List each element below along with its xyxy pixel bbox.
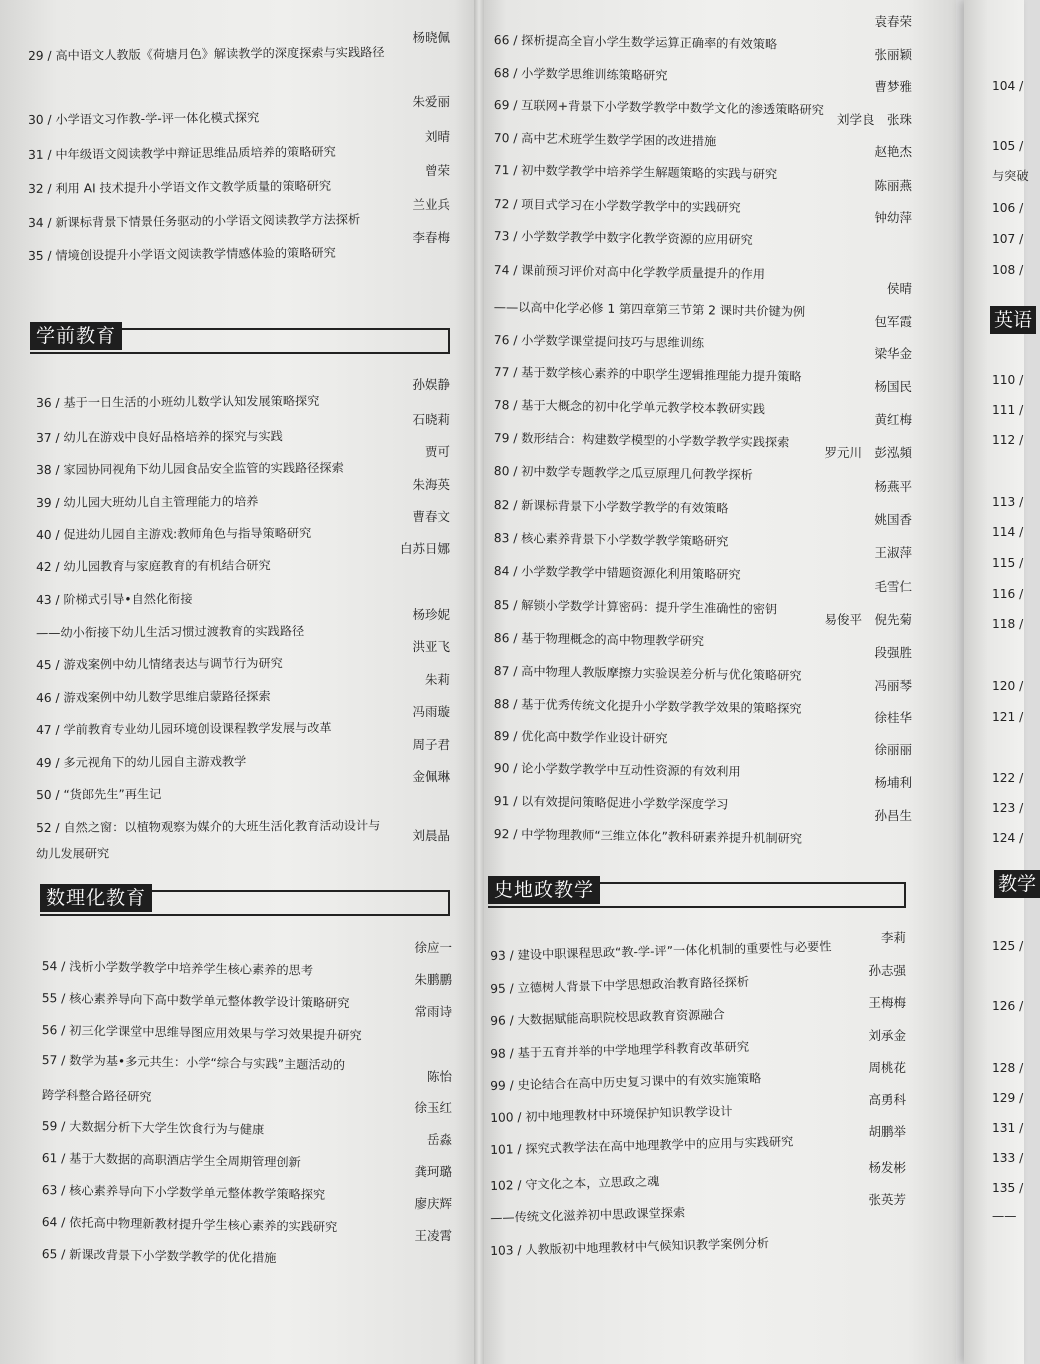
entry-title: 幼儿园大班幼儿自主管理能力的培养 (63, 494, 259, 510)
entry-author: 贾可 (424, 444, 450, 459)
right-entry-number: 与突破 (992, 169, 1029, 183)
entry-title: 大数据分析下大学生饮食行为与健康 (69, 1119, 265, 1137)
entry-title: 新课改背景下小学数学教学的优化措施 (69, 1247, 277, 1266)
entry-author: 陈丽燕 (874, 178, 912, 193)
entry-author: 石晓莉 (412, 412, 450, 427)
chinese-entry: 34 / 新课标背景下情景任务驱动的小学语文阅读教学方法探析 (28, 212, 361, 230)
entry-author: 龚珂璐 (414, 1164, 452, 1179)
entry-author: 包军霞 (874, 314, 912, 329)
entry-author: 刘承金 (868, 1028, 906, 1043)
entry-title: 利用 AI 技术提升小学语文作文教学质量的策略研究 (55, 178, 332, 196)
entry-author: 杨燕平 (874, 479, 912, 494)
section-title: 史地政教学 (488, 876, 600, 904)
history-entry: 98 / 基于五育并举的中学地理学科教育改革研究 (490, 1039, 750, 1061)
entry-number: 89 (493, 728, 510, 744)
right-entry-number: 112 / (992, 433, 1024, 447)
section-title: 学前教育 (30, 322, 122, 350)
entry-author: 常雨诗 (414, 1004, 452, 1019)
preschool-entry (36, 623, 304, 641)
right-entry-number: 110 / (992, 373, 1024, 387)
entry-title: 人教版初中地理教材中气候知识教学案例分析 (525, 1236, 770, 1258)
entry-number: 36 (36, 395, 52, 410)
entry-title: 史论结合在高中历史复习课中的有效实施策略 (517, 1071, 762, 1093)
entry-author: 姚国香 (874, 512, 912, 527)
chinese-entry: 29 / 高中语文人教版《荷塘月色》解读教学的深度探索与实践路径 (28, 45, 385, 63)
entry-number: 82 (493, 497, 510, 513)
entry-author: 易俊平 倪先菊 (824, 612, 912, 627)
entry-number: 39 (36, 495, 52, 510)
preschool-entry: 52 / 自然之窗：以植物观察为媒介的大班生活化教育活动设计与 (36, 818, 381, 835)
entry-number: 31 (28, 147, 44, 162)
math-entry: 70 / 高中艺术班学生数学学困的改进措施 (493, 130, 717, 149)
math-entry: 78 / 基于大概念的初中化学单元教学校本教研实践 (493, 397, 766, 417)
math-entry: 91 / 以有效提问策略促进小学数学深度学习 (493, 793, 729, 812)
entry-number: 54 (41, 958, 58, 974)
entry-title: 高中语文人教版《荷塘月色》解读教学的深度探索与实践路径 (55, 45, 385, 63)
entry-author: 孙昌生 (874, 808, 912, 823)
math-entry: 89 / 优化高中数学作业设计研究 (493, 728, 668, 746)
entry-title: 小学数学教学中数字化教学资源的应用研究 (521, 229, 753, 248)
entry-number: 71 (493, 162, 510, 178)
entry-author: 徐桂华 (874, 710, 912, 725)
entry-title: 初三化学课堂中思维导图应用效果与学习效果提升研究 (69, 1023, 362, 1043)
right-entry-number: 108 / (992, 263, 1024, 277)
entry-title: 守文化之本，立思政之魂 (525, 1174, 660, 1193)
entry-title: 以有效提问策略促进小学数学深度学习 (521, 794, 729, 812)
math-entry (494, 299, 806, 320)
entry-author: 王凌霄 (414, 1228, 452, 1243)
entry-author: 兰业兵 (412, 197, 450, 212)
entry-number: 87 (493, 663, 510, 679)
history-entry: 101 / 探究式教学法在高中地理教学中的应用与实践研究 (490, 1134, 794, 1157)
chinese-entry: 32 / 利用 AI 技术提升小学语文作文教学质量的策略研究 (28, 178, 332, 196)
entry-title: 数学为基•多元共生：小学“综合与实践”主题活动的 (69, 1053, 346, 1073)
math-entry: 92 / 中学物理教师“三维立体化”教科研素养提升机制研究 (493, 826, 803, 846)
entry-author: 杨埔利 (874, 775, 912, 790)
entry-number: 85 (493, 597, 510, 613)
preschool-entry: 37 / 幼儿在游戏中良好品格培养的探究与实践 (36, 429, 283, 445)
history-entry: 99 / 史论结合在高中历史复习课中的有效实施策略 (490, 1071, 762, 1093)
entry-number: 79 (493, 430, 510, 446)
math-entry: 66 / 探析提高全盲小学生数学运算正确率的有效策略 (493, 32, 778, 52)
entry-author: 袁春荣 (874, 14, 912, 29)
entry-author: 杨国民 (874, 379, 912, 394)
entry-title: 核心素养导向下小学数学单元整体教学策略探究 (69, 1183, 326, 1202)
entry-title: 游戏案例中幼儿数学思维启蒙路径探索 (63, 689, 271, 705)
chinese-entry: 30 / 小学语文习作教-学-评一体化模式探究 (28, 110, 260, 127)
right-entry-number: 123 / (992, 801, 1024, 815)
entry-author: 刘学良 张珠 (836, 112, 912, 127)
entry-number: 43 (36, 592, 52, 607)
preschool-entry: 36 / 基于一日生活的小班幼儿数学认知发展策略探究 (36, 394, 320, 410)
section-history (488, 876, 906, 906)
entry-title: 建设中职课程思政“教-学-评”一体化机制的重要性与必要性 (517, 939, 832, 963)
entry-number: 57 (41, 1052, 58, 1068)
history-entry: 103 / 人教版初中地理教材中气候知识教学案例分析 (490, 1236, 770, 1258)
entry-title: 高中物理人教版摩擦力实验误差分析与优化策略研究 (521, 664, 802, 683)
right-entry-number: 114 / (992, 525, 1024, 539)
entry-title: 跨学科整合路径研究 (41, 1087, 152, 1104)
entry-title: 浅析小学数学教学中培养学生核心素养的思考 (69, 959, 314, 978)
entry-title: 课前预习评价对高中化学教学质量提升的作用 (521, 263, 766, 282)
entry-number: 80 (493, 463, 510, 479)
entry-title: 初中数学专题教学之瓜豆原理几何教学探析 (521, 464, 753, 483)
entry-number: 56 (41, 1022, 58, 1038)
stem-entry: 57 / 数学为基•多元共生：小学“综合与实践”主题活动的 (41, 1052, 346, 1073)
math-entry: 88 / 基于优秀传统文化提升小学数学教学效果的策略探究 (493, 696, 802, 716)
section-title: 数理化教育 (40, 884, 152, 912)
entry-number: 93 (490, 948, 506, 963)
right-entry-number: 116 / (992, 587, 1024, 601)
entry-title: 基于一日生活的小班幼儿数学认知发展策略探究 (63, 394, 320, 410)
entry-number: 77 (493, 364, 510, 380)
preschool-entry: 40 / 促进幼儿园自主游戏:教师角色与指导策略研究 (36, 526, 312, 542)
entry-title: 幼儿在游戏中良好品格培养的探究与实践 (63, 429, 283, 445)
entry-author: 李莉 (880, 930, 906, 945)
entry-number: 38 (36, 462, 52, 477)
entry-author: 陈怡 (426, 1069, 452, 1084)
right-entry-number: 107 / (992, 232, 1024, 246)
entry-author: 刘晴 (424, 129, 450, 144)
entry-title: 基于优秀传统文化提升小学数学教学效果的策略探究 (521, 697, 802, 716)
stem-entry: 54 / 浅析小学数学教学中培养学生核心素养的思考 (41, 958, 314, 978)
entry-author: 朱鹏鹏 (414, 972, 452, 987)
entry-title: 优化高中数学作业设计研究 (521, 729, 668, 746)
entry-title: 情境创设提升小学语文阅读教学情感体验的策略研究 (55, 245, 336, 263)
entry-title: 基于数学核心素养的中职学生逻辑推理能力提升策略 (521, 365, 802, 384)
entry-title: 新课标背景下小学数学教学的有效策略 (521, 498, 729, 516)
entry-author: 白苏日娜 (399, 541, 450, 556)
stem-entry: 55 / 核心素养导向下高中数学单元整体教学设计策略研究 (41, 990, 350, 1011)
right-entry-number: 124 / (992, 831, 1024, 845)
stem-entry: 65 / 新课改背景下小学数学教学的优化措施 (41, 1246, 277, 1266)
right-entry-number: 105 / (992, 139, 1024, 153)
entry-title: 小学数学课堂提问技巧与思维训练 (521, 333, 705, 351)
entry-number: 101 (490, 1142, 514, 1157)
entry-number: 103 (490, 1243, 514, 1258)
entry-number: 88 (493, 696, 510, 712)
right-entry-number: —— (992, 1209, 1017, 1223)
right-entry-number: 121 / (992, 710, 1024, 724)
entry-author: 廖庆辉 (414, 1196, 452, 1211)
stem-entry: 56 / 初三化学课堂中思维导图应用效果与学习效果提升研究 (41, 1022, 362, 1043)
entry-number: 40 (36, 527, 52, 542)
entry-title: 中年级语文阅读教学中辩证思维品质培养的策略研究 (55, 144, 336, 162)
entry-title: 多元视角下的幼儿园自主游戏教学 (63, 754, 247, 770)
entry-author: 孙志强 (868, 963, 906, 978)
entry-author: 杨发彬 (868, 1160, 906, 1175)
math-entry: 68 / 小学数学思维训练策略研究 (493, 65, 668, 83)
stem-entry: 61 / 基于大数据的高职酒店学生全周期管理创新 (41, 1150, 301, 1170)
preschool-entry: 46 / 游戏案例中幼儿数学思维启蒙路径探索 (36, 689, 271, 705)
entry-author: 朱莉 (424, 672, 450, 687)
right-entry-number: 120 / (992, 679, 1024, 693)
entry-title: 中学物理教师“三维立体化”教科研素养提升机制研究 (521, 827, 803, 846)
entry-title: 数形结合：构建数学模型的小学数学教学实践探索 (521, 431, 790, 450)
entry-number: 91 (493, 793, 510, 809)
entry-title: 幼儿发展研究 (36, 846, 110, 861)
preschool-entry: 50 / “货郎先生”再生记 (36, 787, 162, 802)
entry-number: 29 (28, 48, 44, 63)
entry-title: 游戏案例中幼儿情绪表达与调节行为研究 (63, 656, 283, 672)
entry-title: 小学数学教学中错题资源化利用策略研究 (521, 564, 741, 582)
stem-entry: 59 / 大数据分析下大学生饮食行为与健康 (41, 1118, 265, 1137)
section-edu: 教学 (994, 870, 1040, 898)
entry-number: 52 (36, 820, 52, 835)
entry-title: 阶梯式引导•自然化衔接 (63, 591, 193, 607)
math-entry: 80 / 初中数学专题教学之瓜豆原理几何教学探析 (493, 463, 753, 483)
entry-title: 探析提高全盲小学生数学运算正确率的有效策略 (521, 33, 778, 52)
entry-author: 梁华金 (874, 346, 912, 361)
entry-title: 小学数学思维训练策略研究 (521, 66, 668, 83)
right-entry-number: 104 / (992, 79, 1024, 93)
left-page (0, 0, 478, 1364)
entry-number: 102 (490, 1178, 514, 1193)
history-entry: 100 / 初中地理教材中环境保护知识教学设计 (490, 1104, 733, 1125)
entry-title: 解锁小学数学计算密码：提升学生准确性的密钥 (521, 598, 778, 617)
entry-author: 徐应一 (414, 940, 452, 955)
entry-author: 王淑萍 (874, 545, 912, 560)
entry-number: 64 (41, 1214, 58, 1230)
entry-author: 胡鹏举 (868, 1124, 906, 1139)
math-entry: 82 / 新课标背景下小学数学教学的有效策略 (493, 497, 729, 516)
preschool-entry: 38 / 家园协同视角下幼儿园食品安全监管的实践路径探索 (36, 460, 344, 477)
section-english: 英语 (990, 306, 1036, 334)
entry-author: 岳淼 (426, 1132, 452, 1147)
entry-title: 新课标背景下情景任务驱动的小学语文阅读教学方法探析 (55, 212, 361, 230)
entry-author: 罗元川 彭泓頻 (824, 445, 912, 460)
history-entry: 96 / 大数据赋能高职院校思政教育资源融合 (490, 1007, 725, 1028)
entry-author: 周子君 (412, 737, 450, 752)
entry-number: 70 (493, 130, 510, 146)
entry-number: 34 (28, 215, 44, 230)
right-entry-number: 133 / (992, 1151, 1024, 1165)
right-entry-number: 129 / (992, 1091, 1024, 1105)
right-entry-number: 118 / (992, 617, 1024, 631)
entry-title: 基于五育并举的中学地理学科教育改革研究 (517, 1039, 750, 1061)
entry-number: 63 (41, 1182, 58, 1198)
math-entry: 74 / 课前预习评价对高中化学教学质量提升的作用 (493, 262, 766, 282)
entry-title: ——以高中化学必修 1 第四章第三节第 2 课时共价键为例 (493, 299, 806, 319)
entry-author: 徐玉红 (414, 1100, 452, 1115)
math-entry: 72 / 项目式学习在小学数学教学中的实践研究 (493, 196, 741, 215)
entry-title: 基于物理概念的高中物理教学研究 (521, 631, 705, 649)
stem-entry: 64 / 依托高中物理新教材提升学生核心素养的实践研究 (41, 1214, 338, 1235)
entry-title: 自然之窗：以植物观察为媒介的大班生活化教育活动设计与 (63, 818, 381, 835)
entry-number: 65 (41, 1246, 58, 1262)
entry-number: 55 (41, 990, 58, 1006)
math-entry: 77 / 基于数学核心素养的中职学生逻辑推理能力提升策略 (493, 364, 802, 384)
math-entry: 87 / 高中物理人教版摩擦力实验误差分析与优化策略研究 (493, 663, 802, 683)
preschool-entry: 47 / 学前教育专业幼儿园环境创设课程教学发展与改革 (36, 720, 332, 737)
entry-author: 钟幼萍 (874, 210, 912, 225)
entry-title: ——幼小衔接下幼儿生活习惯过渡教育的实践路径 (36, 624, 305, 640)
entry-number: 76 (493, 332, 510, 348)
entry-author: 杨珍妮 (412, 607, 450, 622)
entry-number: 46 (36, 690, 52, 705)
entry-title: 立德树人背景下中学思想政治教育路径探析 (517, 974, 750, 996)
entry-number: 45 (36, 657, 52, 672)
entry-title: 高中艺术班学生数学学困的改进措施 (521, 131, 717, 149)
entry-number: 47 (36, 722, 52, 737)
entry-number: 95 (490, 981, 506, 996)
entry-number: 72 (493, 196, 510, 212)
entry-author: 曹梦雅 (874, 79, 912, 94)
math-entry: 86 / 基于物理概念的高中物理教学研究 (493, 630, 705, 649)
preschool-entry: 42 / 幼儿园教育与家庭教育的有机结合研究 (36, 558, 271, 574)
entry-title: 核心素养导向下高中数学单元整体教学设计策略研究 (69, 991, 350, 1011)
entry-author: 朱爱丽 (412, 94, 450, 109)
entry-number: 83 (493, 530, 510, 546)
entry-author: 孙娱静 (412, 377, 450, 392)
entry-title: 项目式学习在小学数学教学中的实践研究 (521, 197, 741, 215)
history-entry: 95 / 立德树人背景下中学思想政治教育路径探析 (490, 974, 750, 996)
entry-author: 高勇科 (868, 1092, 906, 1107)
entry-title: 促进幼儿园自主游戏:教师角色与指导策略研究 (63, 526, 312, 542)
entry-title: 基于大数据的高职酒店学生全周期管理创新 (69, 1151, 301, 1170)
entry-title: 互联网+背景下小学数学教学中数学文化的渗透策略研究 (521, 98, 825, 118)
entry-title: 核心素养背景下小学数学教学策略研究 (521, 531, 729, 549)
math-entry: 71 / 初中数学教学中培养学生解题策略的实践与研究 (493, 162, 778, 182)
math-entry: 73 / 小学数学教学中数字化教学资源的应用研究 (493, 228, 753, 248)
entry-number: 86 (493, 630, 510, 646)
entry-author: 侯晴 (886, 281, 912, 296)
entry-author: 段强胜 (874, 645, 912, 660)
entry-number: 37 (36, 430, 52, 445)
history-entry (490, 1205, 685, 1226)
entry-author: 周桃花 (868, 1060, 906, 1075)
entry-title: 论小学数学教学中互动性资源的有效利用 (521, 761, 741, 779)
preschool-entry: 45 / 游戏案例中幼儿情绪表达与调节行为研究 (36, 656, 283, 672)
math-entry: 83 / 核心素养背景下小学数学教学策略研究 (493, 530, 729, 549)
right-entry-number: 113 / (992, 495, 1024, 509)
entry-number: 30 (28, 112, 44, 127)
entry-number: 69 (493, 97, 510, 113)
math-entry: 76 / 小学数学课堂提问技巧与思维训练 (493, 332, 705, 351)
section-stem (40, 884, 450, 914)
entry-author: 杨晓佩 (412, 30, 450, 45)
entry-title: 初中地理教材中环境保护知识教学设计 (525, 1104, 733, 1125)
entry-number: 74 (493, 262, 510, 278)
math-entry: 79 / 数形结合：构建数学模型的小学数学教学实践探索 (493, 430, 790, 450)
entry-author: 曾荣 (424, 163, 450, 178)
entry-title: 学前教育专业幼儿园环境创设课程教学发展与改革 (63, 720, 332, 737)
page-fold (474, 0, 484, 1364)
entry-author: 李春梅 (412, 230, 450, 245)
entry-title: 初中数学教学中培养学生解题策略的实践与研究 (521, 163, 778, 182)
entry-author: 曹春文 (412, 509, 450, 524)
chinese-entry: 35 / 情境创设提升小学语文阅读教学情感体验的策略研究 (28, 245, 336, 263)
right-entry-number: 126 / (992, 999, 1024, 1013)
entry-number: 61 (41, 1150, 58, 1166)
entry-author: 赵艳杰 (874, 144, 912, 159)
entry-number: 59 (41, 1118, 58, 1134)
entry-number: 99 (490, 1078, 506, 1093)
entry-number: 78 (493, 397, 510, 413)
middle-page (478, 0, 956, 1364)
entry-number: 98 (490, 1046, 506, 1061)
entry-title: 幼儿园教育与家庭教育的有机结合研究 (63, 558, 271, 574)
entry-author: 金佩琳 (412, 769, 450, 784)
entry-author: 毛雪仁 (874, 579, 912, 594)
entry-author: 黄红梅 (874, 412, 912, 427)
history-entry: 93 / 建设中职课程思政“教-学-评”一体化机制的重要性与必要性 (490, 939, 832, 963)
section-preschool (30, 322, 450, 352)
entry-number: 66 (493, 32, 510, 48)
entry-number: 50 (36, 787, 52, 802)
history-entry: 102 / 守文化之本，立思政之魂 (490, 1174, 660, 1193)
right-entry-number: 111 / (992, 403, 1024, 417)
chinese-entry: 31 / 中年级语文阅读教学中辩证思维品质培养的策略研究 (28, 144, 336, 162)
entry-number: 100 (490, 1110, 514, 1125)
entry-title: 探究式教学法在高中地理教学中的应用与实践研究 (525, 1134, 794, 1157)
entry-number: 49 (36, 755, 52, 770)
right-entry-number: 122 / (992, 771, 1024, 785)
preschool-entry: 49 / 多元视角下的幼儿园自主游戏教学 (36, 754, 247, 770)
entry-author: 张丽颖 (874, 47, 912, 62)
right-entry-number: 128 / (992, 1061, 1024, 1075)
right-entry-number: 115 / (992, 556, 1024, 570)
entry-title: 家园协同视角下幼儿园食品安全监管的实践路径探索 (63, 460, 344, 477)
right-entry-number: 106 / (992, 201, 1024, 215)
entry-number: 35 (28, 248, 44, 263)
right-page (964, 0, 1037, 1364)
entry-author: 冯丽琴 (874, 678, 912, 693)
math-entry: 84 / 小学数学教学中错题资源化利用策略研究 (493, 563, 741, 582)
entry-author: 王梅梅 (868, 995, 906, 1010)
math-entry: 90 / 论小学数学教学中互动性资源的有效利用 (493, 760, 741, 779)
right-entry-number: 125 / (992, 939, 1024, 953)
stem-entry (42, 1087, 152, 1105)
entry-number: 96 (490, 1013, 506, 1028)
entry-author: 刘晨晶 (412, 828, 450, 843)
right-entry-number: 131 / (992, 1121, 1024, 1135)
entry-number: 92 (493, 826, 510, 842)
entry-title: 依托高中物理新教材提升学生核心素养的实践研究 (69, 1215, 338, 1235)
entry-author: 朱海英 (412, 477, 450, 492)
entry-number: 42 (36, 559, 52, 574)
entry-title: 小学语文习作教-学-评一体化模式探究 (55, 110, 260, 127)
preschool-entry (36, 845, 109, 862)
stem-entry: 63 / 核心素养导向下小学数学单元整体教学策略探究 (41, 1182, 326, 1202)
entry-title: 基于大概念的初中化学单元教学校本教研实践 (521, 398, 766, 417)
entry-number: 68 (493, 65, 510, 81)
entry-author: 洪亚飞 (412, 639, 450, 654)
entry-title: “货郎先生”再生记 (63, 787, 162, 802)
entry-number: 84 (493, 563, 510, 579)
math-entry: 69 / 互联网+背景下小学数学教学中数学文化的渗透策略研究 (493, 97, 825, 118)
entry-author: 冯雨璇 (412, 704, 450, 719)
entry-number: 73 (493, 228, 510, 244)
preschool-entry: 39 / 幼儿园大班幼儿自主管理能力的培养 (36, 494, 259, 510)
entry-author: 张英芳 (868, 1192, 906, 1207)
right-entry-number: 135 / (992, 1181, 1024, 1195)
entry-number: 32 (28, 181, 44, 196)
math-entry: 85 / 解锁小学数学计算密码：提升学生准确性的密钥 (493, 597, 778, 617)
entry-title: ——传统文化滋养初中思政课堂探索 (490, 1205, 686, 1225)
entry-number: 90 (493, 760, 510, 776)
preschool-entry: 43 / 阶梯式引导•自然化衔接 (36, 591, 193, 607)
entry-author: 徐丽丽 (874, 742, 912, 757)
entry-title: 大数据赋能高职院校思政教育资源融合 (517, 1007, 725, 1028)
